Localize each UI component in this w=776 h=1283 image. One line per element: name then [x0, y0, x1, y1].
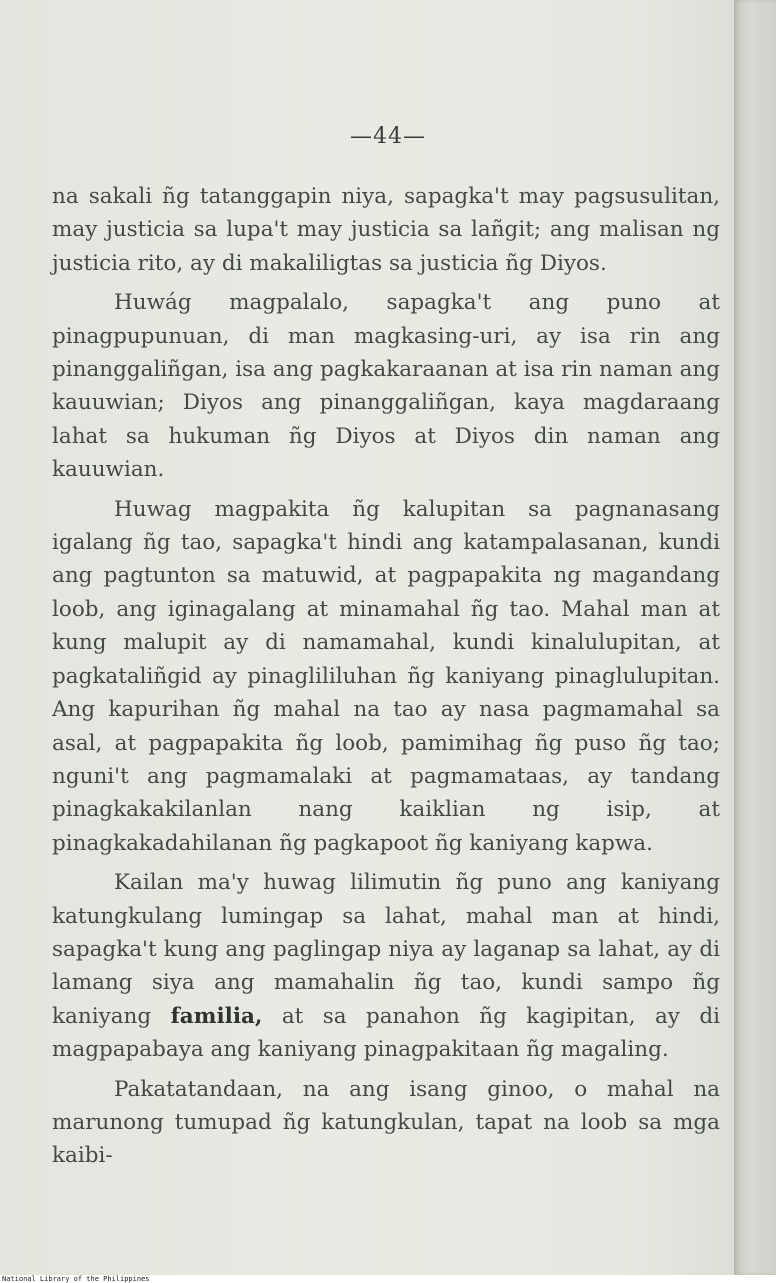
body-text [52, 180, 720, 1173]
paragraph-5: Pakatatandaan, na ang isang ginoo, o mahal na marunong tumupad ñg katungkulan, tapat na loob sa mga kaibi- [52, 1076, 720, 1169]
page-number: —44— [350, 124, 426, 149]
footer-credit: National Library of the Philippines [2, 1275, 150, 1283]
paragraph-4 [52, 866, 720, 1066]
paragraph-4-text-after: at sa panahon ñg kagipitan, ay di magpapabaya ang kaniyang pinagpakitaan ñg magaling. [52, 1003, 720, 1063]
paragraph-4-bold-word: familia, [170, 1003, 263, 1029]
page-edge [734, 0, 776, 1275]
paragraph-1: na sakali ñg tatanggapin niya, sapagka't may pagsusulitan, may justicia sa lupa't may justicia sa lañgit; ang malisan ng justicia rito, ay di makaliligtas sa justicia ñg Diyos. [52, 184, 720, 276]
paragraph-4-text-before: Kailan ma'y huwag lilimutin ñg puno ang kaniyang katungkulang lumingap sa lahat, mahal man at hindi, sapagka't kung ang paglingap niya ay laganap sa lahat, ay di lamang siya ang mamahalin ñg tao, kundi sampo ñg kaniyang [52, 870, 720, 1029]
paragraph-2: Huwág magpalalo, sapagka't ang puno at pinagpupunuan, di man magkasing-uri, ay isa rin ang pinanggaliñgan, isa ang pagkakaraanan at isa rin naman ang kauuwian; Diyos ang pinanggaliñgan, kaya magdaraang lahat sa hukuman ñg Diyos at Diyos din naman ang kauuwian. [52, 290, 720, 483]
paragraph-3: Huwag magpakita ñg kalupitan sa pagnanasang igalang ñg tao, sapagka't hindi ang katampalasanan, kundi ang pagtunton sa matuwid, at pagpapakita ng magandang loob, ang iginagalang at minamahal ñg tao. Mahal man at kung malupit ay di namamahal, kundi kinalulupitan, at pagkataliñgid ay pinaglililuhan ñg kaniyang pinaglulupitan. Ang kapurihan ñg mahal na tao ay nasa pagmamahal sa asal, at pagpapakita ñg loob, pamimihag ñg puso ñg tao; nguni't ang pagmamalaki at pagmamataas, ay tandang pinagkakakilanlan nang kaiklian ng isip, at pinagkakadahilanan ñg pagkapoot ñg kaniyang kapwa. [52, 496, 720, 856]
